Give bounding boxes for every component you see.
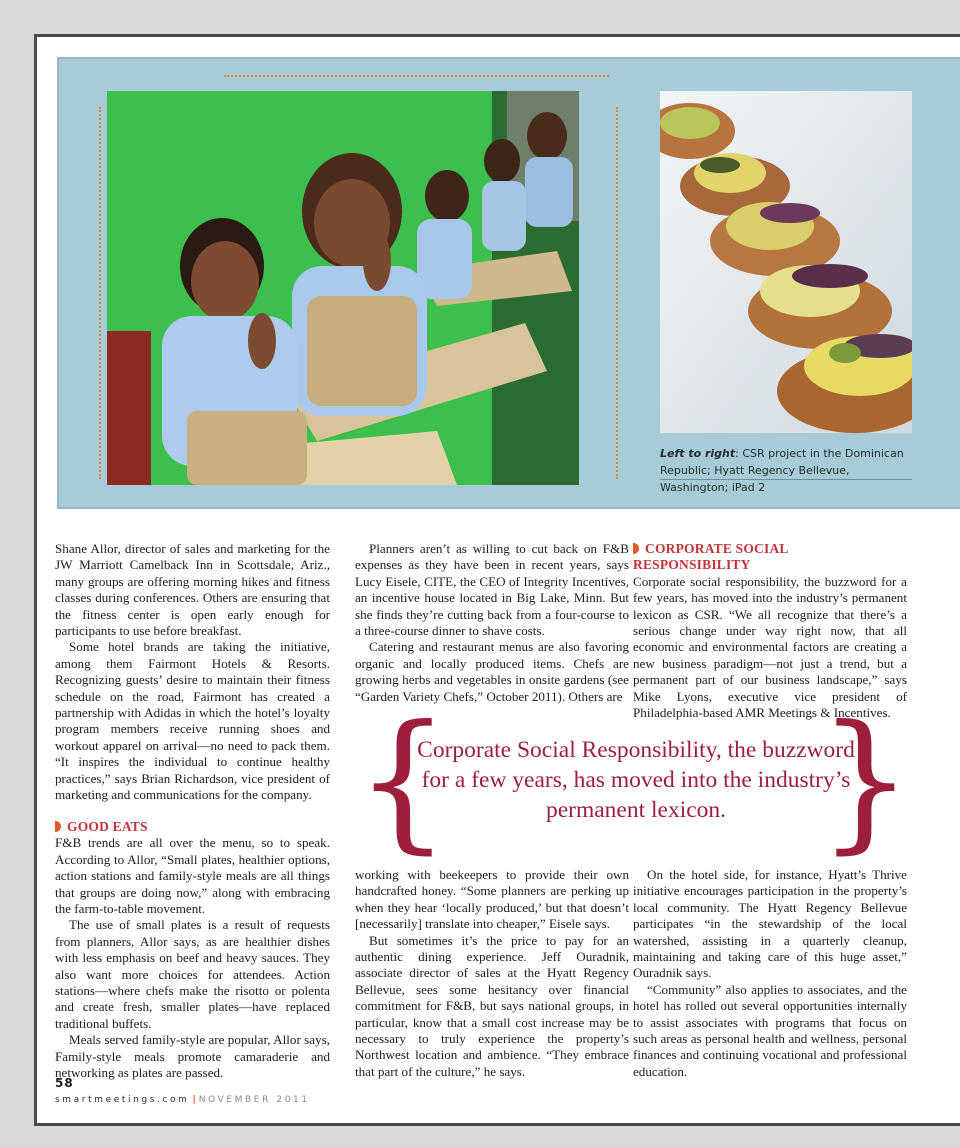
paragraph: working with beekeepers to provide their own handcrafted honey. “Some planners are perking up when they hear ‘locally produced,’ but that doesn’t [necessarily] translate into cheaper,” Eisele says. bbox=[355, 867, 629, 932]
column-1-top bbox=[55, 541, 330, 804]
paragraph: Corporate social responsibility, the buzzword for a few years, has moved into the industry’s permanent lexicon as CSR. “We all recognize that there’s a serious change under way right now, that all economic and environmental factors are creating a new business paradigm—not just a trend, but a permanent part of our business landscape,” says Mike Lyons, executive vice president of Philadelphia-based AMR Meetings & Incentives. bbox=[633, 573, 907, 721]
caption-lead: Left to right bbox=[660, 447, 736, 460]
site-name: smartmeetings.com bbox=[55, 1095, 190, 1105]
pull-quote bbox=[355, 694, 917, 868]
magazine-page bbox=[34, 34, 960, 1126]
section-bullet-icon bbox=[55, 821, 61, 832]
right-brace-icon: } bbox=[817, 694, 913, 868]
appetizer-illustration bbox=[660, 91, 912, 433]
pull-quote-text: Corporate Social Responsibility, the buzzword for a few years, has moved into the industry’s permanent lexicon. bbox=[417, 737, 855, 823]
caption-text: : CSR project in the Dominican Republic; Hyatt Regency Bellevue, Washington; iPad 2 bbox=[660, 447, 904, 494]
left-brace-icon: { bbox=[355, 694, 451, 868]
paragraph: Some hotel brands are taking the initiative, among them Fairmont Hotels & Resorts. Recognizing guests’ desire to maintain their fitness schedule on the road, Fairmont has created a partnership with Adidas in which the hotel’s loyalty program members receive running shoes and workout apparel on arrival—no need to pack them. “It inspires the individual to continue healthy practices,” says Brian Richardson, vice president of marketing and communications for the company. bbox=[55, 639, 330, 803]
column-2-bottom bbox=[355, 867, 629, 1080]
subhead-label: GOOD EATS bbox=[67, 819, 148, 834]
column-2-top bbox=[355, 541, 629, 705]
column-1-bottom bbox=[55, 819, 330, 1082]
issue-date: NOVEMBER 2011 bbox=[198, 1095, 310, 1105]
paragraph: Catering and restaurant menus are also favoring organic and locally produced items. Chefs are growing herbs and vegetables in onsite gardens (see “Garden Variety Chefs,” October 2011). Others are bbox=[355, 639, 629, 704]
paragraph: F&B trends are all over the menu, so to speak. According to Allor, “Small plates, healthier options, action stations and family-style meals are all things that groups are doing now,” along with embracing the farm-to-table movement. bbox=[55, 835, 330, 917]
subhead-corporate-social-responsibility bbox=[633, 541, 907, 574]
caption-rule bbox=[660, 479, 912, 480]
decorative-dotted-rule-left bbox=[99, 107, 101, 479]
photo-panel bbox=[57, 57, 960, 509]
page-number: 58 bbox=[55, 1076, 74, 1090]
column-3-bottom bbox=[633, 867, 907, 1080]
decorative-dotted-rule-middle bbox=[616, 107, 618, 479]
section-bullet-icon bbox=[633, 543, 639, 554]
photo-caption bbox=[660, 445, 920, 496]
paragraph: “Community” also applies to associates, and the hotel has rolled out several opportunities internally to assist associates with programs that focus on such areas as personal health and wellness, personal finances and continuing vocational and professional education. bbox=[633, 981, 907, 1079]
paragraph: Planners aren’t as willing to cut back on F&B expenses as they have been in recent years, says Lucy Eisele, CITE, the CEO of Integrity Incentives, an incentive house located in Big Lake, Minn. But she finds they’re cutting back from a four-course to a three-course dinner to shave costs. bbox=[355, 541, 629, 639]
folio-separator: | bbox=[192, 1095, 196, 1105]
photo-dominican-schoolchildren bbox=[107, 91, 579, 485]
subhead-good-eats bbox=[55, 819, 330, 835]
decorative-dotted-rule-top bbox=[224, 75, 609, 77]
paragraph: The use of small plates is a result of requests from planners, Allor says, as are healthier dishes with less emphasis on beef and heavy sauces. They also want more choices for attendees. Action stations—where chefs make the risotto or polenta and create fresh, smaller plates—have replaced traditional buffets. bbox=[55, 917, 330, 1031]
folio bbox=[55, 1095, 310, 1105]
paragraph: But sometimes it’s the price to pay for an authentic dining experience. Jeff Ouradnik, associate director of sales at the Hyatt Regency Bellevue, sees some hesitancy over financial commitment for F&B, but says national groups, in particular, know that a small cost increase may be necessary to truly experience the property’s Northwest location and ambience. “They embrace that part of the culture,” he says. bbox=[355, 932, 629, 1079]
paragraph: Meals served family-style are popular, Allor says, Family-style meals promote camaraderie and networking as plates are passed. bbox=[55, 1032, 330, 1081]
paragraph: Shane Allor, director of sales and marketing for the JW Marriott Camelback Inn in Scottsdale, Ariz., many groups are offering morning hikes and fitness classes during conferences. Others are ensuring that the fitness center is open early enough for participants to use before breakfast. bbox=[55, 541, 330, 639]
paragraph: On the hotel side, for instance, Hyatt’s Thrive initiative encourages participation in the property’s local community. The Hyatt Regency Bellevue participates “in the stewardship of the local watershed, assisting in a quarterly cleanup, maintaining and taking care of this huge asset,” Ouradnik says. bbox=[633, 867, 907, 981]
schoolchildren-illustration bbox=[107, 91, 579, 485]
photo-hyatt-appetizers bbox=[660, 91, 912, 433]
subhead-label: CORPORATE SOCIAL RESPONSIBILITY bbox=[633, 541, 788, 573]
